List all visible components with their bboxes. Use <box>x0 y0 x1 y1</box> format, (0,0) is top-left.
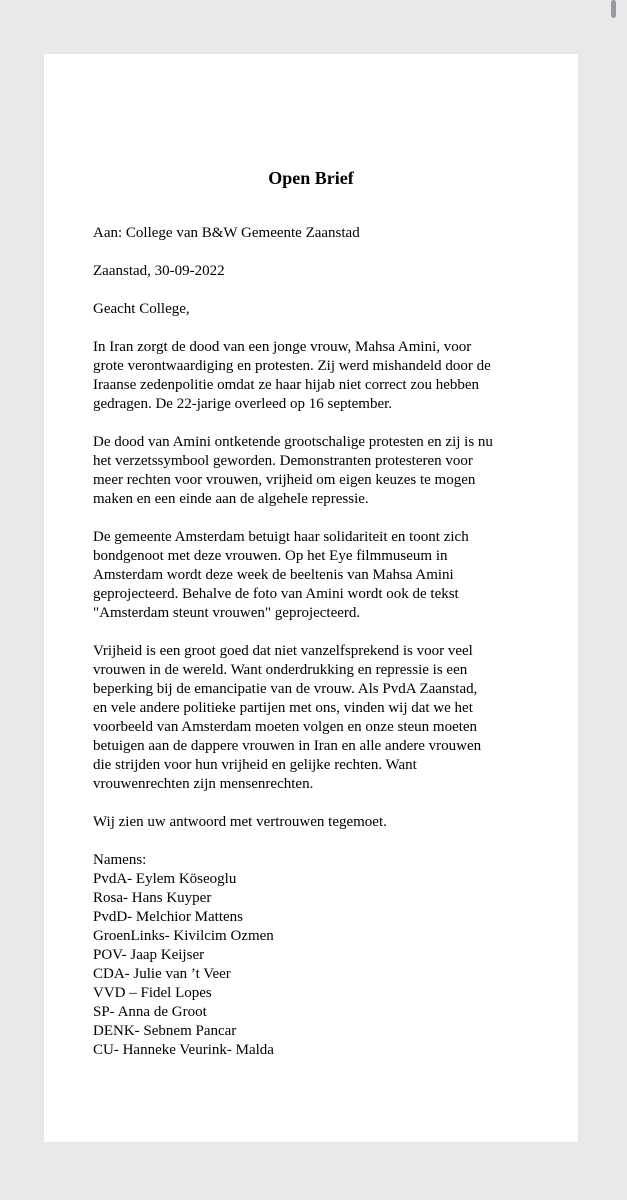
signatory: DENK- Sebnem Pancar <box>93 1023 237 1039</box>
text-line: Amsterdam wordt deze week de beeltenis van Mahsa Amini <box>93 567 454 583</box>
letter-page <box>44 54 578 1142</box>
place-date: Zaanstad, 30-09-2022 <box>93 263 225 279</box>
salutation: Geacht College, <box>93 301 190 317</box>
text-line: voorbeeld van Amsterdam moeten volgen en onze steun moeten <box>93 719 478 735</box>
text-line: meer rechten voor vrouwen, vrijheid om eigen keuzes te mogen <box>93 472 476 488</box>
text-line: en vele andere politieke partijen met ons, vinden wij dat we het <box>93 700 473 716</box>
addressee: Aan: College van B&W Gemeente Zaanstad <box>93 225 360 241</box>
signatory: CU- Hanneke Veurink- Malda <box>93 1042 274 1058</box>
text-line: gedragen. De 22-jarige overleed op 16 september. <box>93 396 393 412</box>
signatory: PvdD- Melchior Mattens <box>93 909 243 925</box>
signatory: VVD – Fidel Lopes <box>93 985 212 1001</box>
signatory: GroenLinks- Kivilcim Ozmen <box>93 928 274 944</box>
closing: Wij zien uw antwoord met vertrouwen tegemoet. <box>93 814 387 830</box>
text-line: beperking bij de emancipatie van de vrouw. Als PvdA Zaanstad, <box>93 681 478 697</box>
paragraph-4 <box>93 642 545 794</box>
paragraph-3 <box>93 528 545 623</box>
text-line: geprojecteerd. Behalve de foto van Amini wordt ook de tekst <box>93 586 459 602</box>
signatory: SP- Anna de Groot <box>93 1004 207 1020</box>
scroll-indicator[interactable] <box>611 0 616 18</box>
text-line: Vrijheid is een groot goed dat niet vanzelfsprekend is voor veel <box>93 643 473 659</box>
signatory: PvdA- Eylem Köseoglu <box>93 871 237 887</box>
text-line: vrouwenrechten zijn mensenrechten. <box>93 776 314 792</box>
letter-title: Open Brief <box>268 168 354 188</box>
signatory: Rosa- Hans Kuyper <box>93 890 212 906</box>
paragraph-1 <box>93 338 545 414</box>
text-line: Iraanse zedenpolitie omdat ze haar hijab niet correct zou hebben <box>93 377 480 393</box>
signatory: CDA- Julie van ’t Veer <box>93 966 231 982</box>
paragraph-2 <box>93 433 545 509</box>
text-line: In Iran zorgt de dood van een jonge vrouw, Mahsa Amini, voor <box>93 339 472 355</box>
text-line: betuigen aan de dappere vrouwen in Iran en alle andere vrouwen <box>93 738 482 754</box>
text-line: bondgenoot met deze vrouwen. Op het Eye filmmuseum in <box>93 548 448 564</box>
text-line: grote verontwaardiging en protesten. Zij werd mishandeld door de <box>93 358 491 374</box>
signatory-list <box>93 870 545 1060</box>
signatory: POV- Jaap Keijser <box>93 947 205 963</box>
text-line: "Amsterdam steunt vrouwen" geprojecteerd. <box>93 605 361 621</box>
text-line: maken en een einde aan de algehele repressie. <box>93 491 369 507</box>
letter-body <box>93 224 545 1060</box>
text-line: De dood van Amini ontketende grootschalige protesten en zij is nu <box>93 434 493 450</box>
text-line: het verzetssymbool geworden. Demonstranten protesteren voor <box>93 453 473 469</box>
signoff: Namens: <box>93 852 147 868</box>
text-line: De gemeente Amsterdam betuigt haar solidariteit en toont zich <box>93 529 469 545</box>
bottom-area <box>0 1184 627 1200</box>
text-line: vrouwen in de wereld. Want onderdrukking en repressie is een <box>93 662 468 678</box>
text-line: die strijden voor hun vrijheid en gelijke rechten. Want <box>93 757 417 773</box>
top-status-area <box>0 0 627 20</box>
